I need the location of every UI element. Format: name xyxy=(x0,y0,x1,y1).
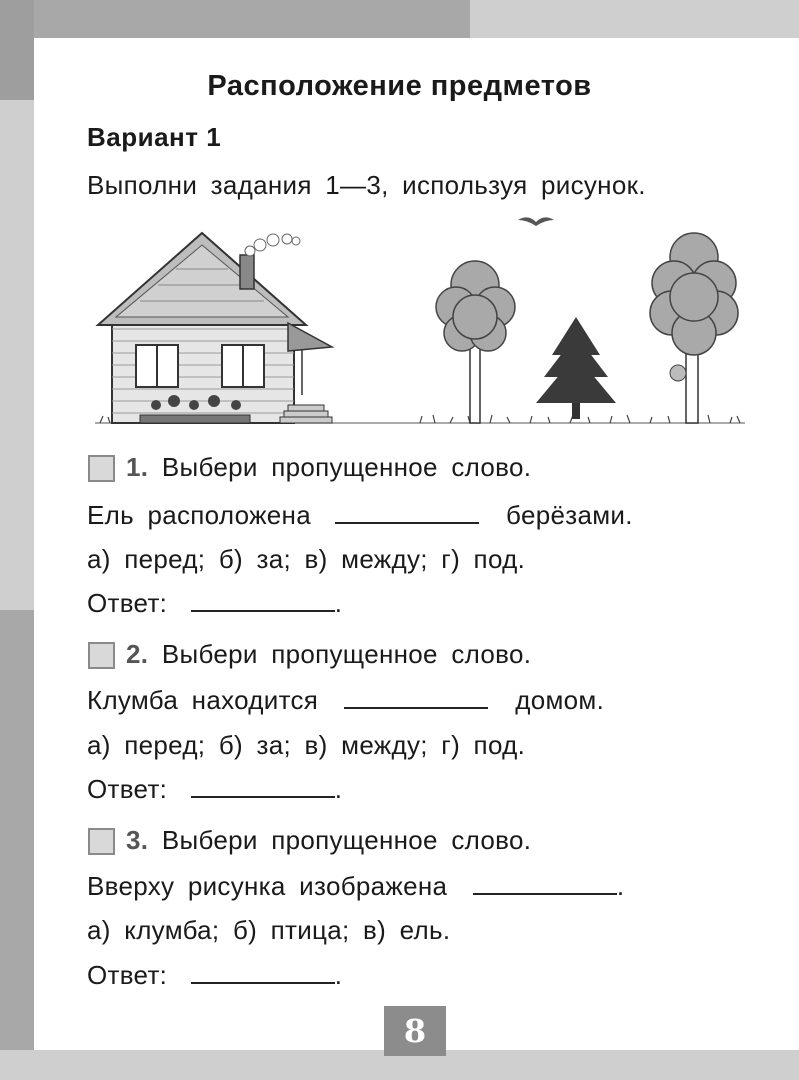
task-3-answer: Ответ: . xyxy=(87,960,343,990)
task-3-prompt-text: Выбери пропущенное слово. xyxy=(161,825,532,855)
task-1-number: 1. xyxy=(126,452,149,482)
page-edge-left-shadow-lower xyxy=(0,610,34,1080)
variant-label: Вариант 1 xyxy=(87,122,222,152)
task-3-prompt xyxy=(126,825,531,856)
task-2-prompt-text: Выбери пропущенное слово. xyxy=(161,639,532,669)
birch-tree-right xyxy=(650,233,738,423)
task-2-sentence-before: Клумба находится xyxy=(87,685,319,715)
task-1-sentence-before: Ель расположена xyxy=(87,500,311,530)
page-title: Расположение предметов xyxy=(207,70,592,102)
task-3-sentence-blank[interactable] xyxy=(473,871,617,895)
task-1-prompt-text: Выбери пропущенное слово. xyxy=(161,452,532,482)
task-3-answer-blank[interactable] xyxy=(191,960,335,984)
task-2-answer-label: Ответ: xyxy=(87,774,168,804)
task-3-answer-label: Ответ: xyxy=(87,960,168,990)
task-1-answer-blank[interactable] xyxy=(191,588,335,612)
task-2-prompt xyxy=(126,639,531,670)
task-3-sentence xyxy=(87,871,624,902)
task-2-sentence-after: домом. xyxy=(515,685,605,715)
task-1-sentence xyxy=(87,500,633,531)
page-number: 8 xyxy=(403,1012,427,1050)
task-1-sentence-blank[interactable] xyxy=(335,500,479,524)
task-1-options: а) перед; б) за; в) между; г) под. xyxy=(87,544,526,574)
task-2-answer: Ответ: . xyxy=(87,774,343,804)
task-1-answer-label: Ответ: xyxy=(87,588,168,618)
task-1-sentence-after: берёзами. xyxy=(506,500,633,530)
page-edge-top-shadow xyxy=(0,0,470,38)
spruce-tree xyxy=(536,317,616,419)
task-2-answer-blank[interactable] xyxy=(191,774,335,798)
bird xyxy=(518,217,554,226)
task-2-options: а) перед; б) за; в) между; г) под. xyxy=(87,730,526,760)
instruction-text: Выполни задания 1—3, используя рисунок. xyxy=(87,170,646,200)
task-1-checkbox[interactable] xyxy=(88,455,115,482)
house xyxy=(98,233,332,423)
task-1-prompt xyxy=(126,452,531,483)
task-2-sentence xyxy=(87,685,604,716)
task-2-sentence-blank[interactable] xyxy=(344,685,488,709)
task-3-number: 3. xyxy=(126,825,149,855)
task-3-sentence-before: Вверху рисунка изображена xyxy=(87,871,448,901)
task-1-answer: Ответ: . xyxy=(87,588,343,618)
birch-tree-left xyxy=(436,261,515,423)
task-3-options: а) клумба; б) птица; в) ель. xyxy=(87,915,451,945)
task-3-sentence-after: . xyxy=(616,871,625,901)
task-2-number: 2. xyxy=(126,639,149,669)
task-3-checkbox[interactable] xyxy=(88,828,115,855)
task-2-checkbox[interactable] xyxy=(88,642,115,669)
scene-illustration xyxy=(90,205,750,435)
